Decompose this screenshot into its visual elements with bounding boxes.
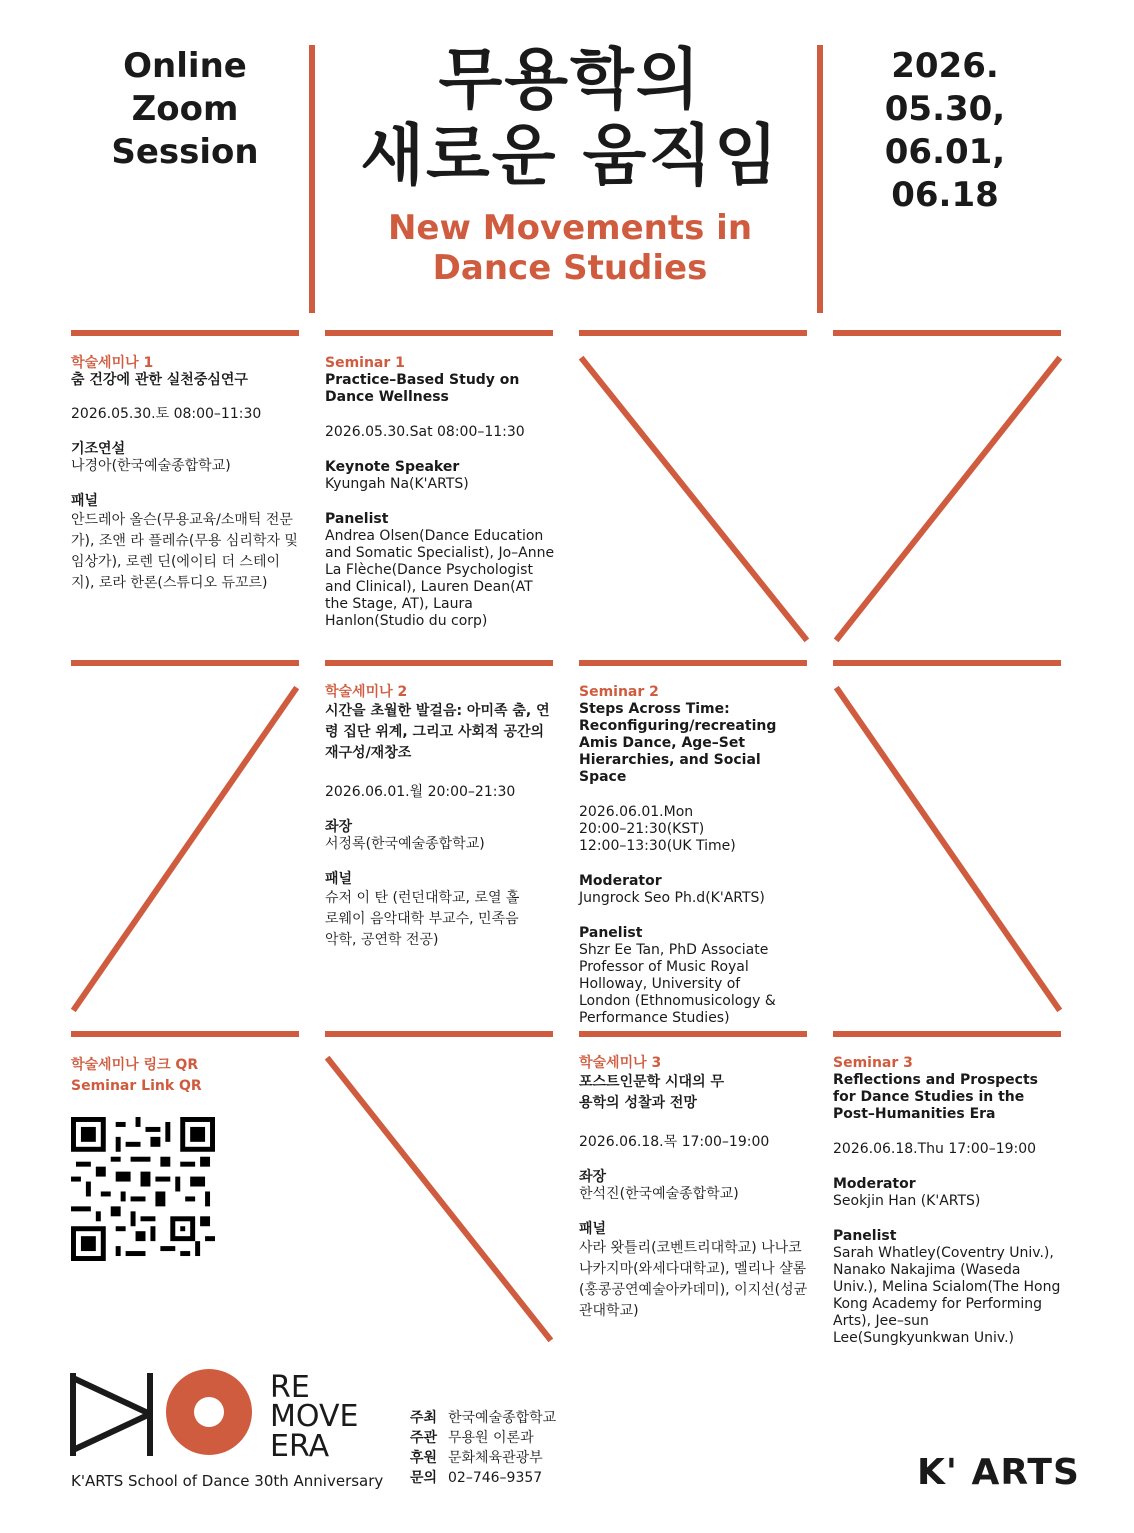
seminar-label: Seminar 3 [833, 1055, 913, 1071]
moderator: 한석진(한국예술종합학교) [579, 1186, 739, 1202]
panel-list: 사라 왓틀리(코벤트리대학교) 나나코 나카지마(와세다대학교), 멜리나 샬롬(홍콩공연예술아카데미), 이지선(성균관대학교) [579, 1240, 808, 1319]
panel-list: 안드레아 올슨(무용교육/소매틱 전문가), 조앤 라 플레슈(무용 심리학자 및 임상가), 로렌 딘(에이티 더 스테이지), 로라 한론(스튜디오 듀꼬르) [71, 512, 298, 591]
panel-list: Andrea Olsen(Dance Education and Somatic Specialist), Jo–Anne La Flèche(Dance Psychologist and Clinical), Lauren Dean(AT the Stage, AT), Laura Hanlon(Studio du corp) [325, 528, 555, 629]
info-row [410, 1408, 556, 1428]
diagonal-line [329, 1060, 549, 1338]
date-line: 06.18 [891, 175, 999, 215]
seminar-title: 시간을 초월한 발걸음: 아미족 춤, 연령 집단 위계, 그리고 사회적 공간의 재구성/재창조 [325, 703, 550, 761]
seminar-date: 2026.05.30.Sat 08:00–11:30 [325, 424, 525, 440]
moderator-heading: Moderator [579, 873, 662, 889]
moderator-heading: Moderator [833, 1176, 916, 1192]
info-key: 문의 [410, 1470, 438, 1486]
moderator-heading: 좌장 [325, 819, 353, 835]
seminar3-en [833, 1055, 1063, 1347]
seminar-title: Steps Across Time: Reconfiguring/recreating Amis Dance, Age–Set Hierarchies, and Social Space [579, 701, 777, 785]
info-value: 02–746–9357 [448, 1470, 543, 1486]
moderator: Jungrock Seo Ph.d(K'ARTS) [579, 890, 765, 906]
seminar-time: 12:00–13:30(UK Time) [579, 838, 736, 854]
info-key: 주관 [410, 1430, 438, 1446]
moderator: 서정록(한국예술종합학교) [325, 836, 485, 852]
info-key: 후원 [410, 1450, 438, 1466]
seminar-date: 2026.06.01.월 20:00–21:30 [325, 784, 516, 800]
session-type-line: Zoom [131, 89, 239, 129]
info-key: 주최 [410, 1410, 438, 1426]
session-type-line: Online [123, 46, 247, 86]
seminar2-ko [325, 684, 555, 951]
panel-heading: Panelist [325, 511, 389, 527]
panel-list: Shzr Ee Tan, PhD Associate Professor of Music Royal Holloway, University of London (Ethnomusicology & Performance Studies) [579, 942, 776, 1026]
qr-label-ko: 학술세미나 링크 QR [71, 1057, 199, 1073]
panel-list: Sarah Whatley(Coventry Univ.), Nanako Nakajima (Waseda Univ.), Melina Scialom(The Hong Kong Academy for Performing Arts), Jee–sun Lee(Sungkyunkwan Univ.) [833, 1245, 1061, 1346]
diagonal-line [838, 690, 1058, 1008]
qr-section [71, 1055, 311, 1097]
session-type-line: Session [111, 132, 259, 172]
seminar-label: Seminar 1 [325, 355, 405, 371]
seminar1-en [325, 355, 555, 630]
seminar-label: 학술세미나 2 [325, 684, 408, 700]
seminar-date: 2026.05.30.토 08:00–11:30 [71, 406, 262, 422]
karts-logo: K' ARTS [917, 1452, 1080, 1493]
seminar-label: 학술세미나 3 [579, 1055, 662, 1071]
seminar3-ko [579, 1055, 819, 1322]
seminar-title: 춤 건강에 관한 실천중심연구 [71, 372, 248, 388]
anniversary-caption: K'ARTS School of Dance 30th Anniversary [71, 1472, 384, 1490]
seminar-date: 2026.06.18.Thu 17:00–19:00 [833, 1141, 1037, 1157]
panel-heading: 패널 [579, 1221, 607, 1237]
keynote-speaker: 나경아(한국예술종합학교) [71, 458, 231, 474]
title-en-line: Dance Studies [432, 248, 708, 288]
keynote-heading: 기조연설 [71, 441, 126, 457]
date-line: 06.01, [884, 132, 1006, 172]
diagonal-line [75, 690, 295, 1008]
logo-text-era: ERA [270, 1429, 330, 1464]
info-value: 한국예술종합학교 [448, 1410, 557, 1426]
seminar2-en [579, 684, 809, 1027]
info-value: 문화체육관광부 [448, 1450, 543, 1466]
diagonal-line [838, 360, 1058, 638]
diagonal-line [583, 360, 805, 638]
keynote-speaker: Kyungah Na(K'ARTS) [325, 476, 469, 492]
seminar-time: 20:00–21:30(KST) [579, 821, 705, 837]
panel-list: 슈저 이 탄 (런던대학교, 로열 홀로웨이 음악대학 부교수, 민족음악학, 공연학 전공) [325, 890, 520, 948]
panel-heading: 패널 [325, 871, 353, 887]
logo-text-move: MOVE [270, 1399, 359, 1434]
title-ko-line: 무용학의 [438, 41, 702, 118]
info-value: 무용원 이론과 [448, 1430, 534, 1446]
keynote-heading: Keynote Speaker [325, 459, 460, 475]
remove-era-logo [70, 1368, 390, 1468]
organizer-info [410, 1408, 556, 1488]
seminar-title: 포스트인문학 시대의 무용학의 성찰과 전망 [579, 1074, 724, 1111]
seminar-date: 2026.06.18.목 17:00–19:00 [579, 1134, 770, 1150]
panel-heading: Panelist [579, 925, 643, 941]
info-row [410, 1448, 556, 1468]
logo-text-re: RE [270, 1370, 310, 1405]
seminar-title: Practice–Based Study on Dance Wellness [325, 372, 520, 405]
panel-heading: 패널 [71, 493, 99, 509]
moderator: Seokjin Han (K'ARTS) [833, 1193, 981, 1209]
seminar-label: Seminar 2 [579, 684, 659, 700]
date-line: 05.30, [884, 89, 1006, 129]
moderator-heading: 좌장 [579, 1169, 607, 1185]
seminar-date: 2026.06.01.Mon [579, 804, 694, 820]
qr-label-en: Seminar Link QR [71, 1078, 202, 1094]
date-line: 2026. [891, 46, 999, 86]
seminar1-ko [71, 355, 311, 594]
seminar-label: 학술세미나 1 [71, 355, 154, 371]
title-en-line: New Movements in [387, 208, 753, 248]
panel-heading: Panelist [833, 1228, 897, 1244]
info-row [410, 1468, 556, 1488]
seminar-title: Reflections and Prospects for Dance Studies in the Post–Humanities Era [833, 1072, 1038, 1122]
seminar-qr-code[interactable] [71, 1117, 215, 1261]
info-row [410, 1428, 556, 1448]
title-ko-line: 새로운 움직임 [360, 117, 780, 194]
